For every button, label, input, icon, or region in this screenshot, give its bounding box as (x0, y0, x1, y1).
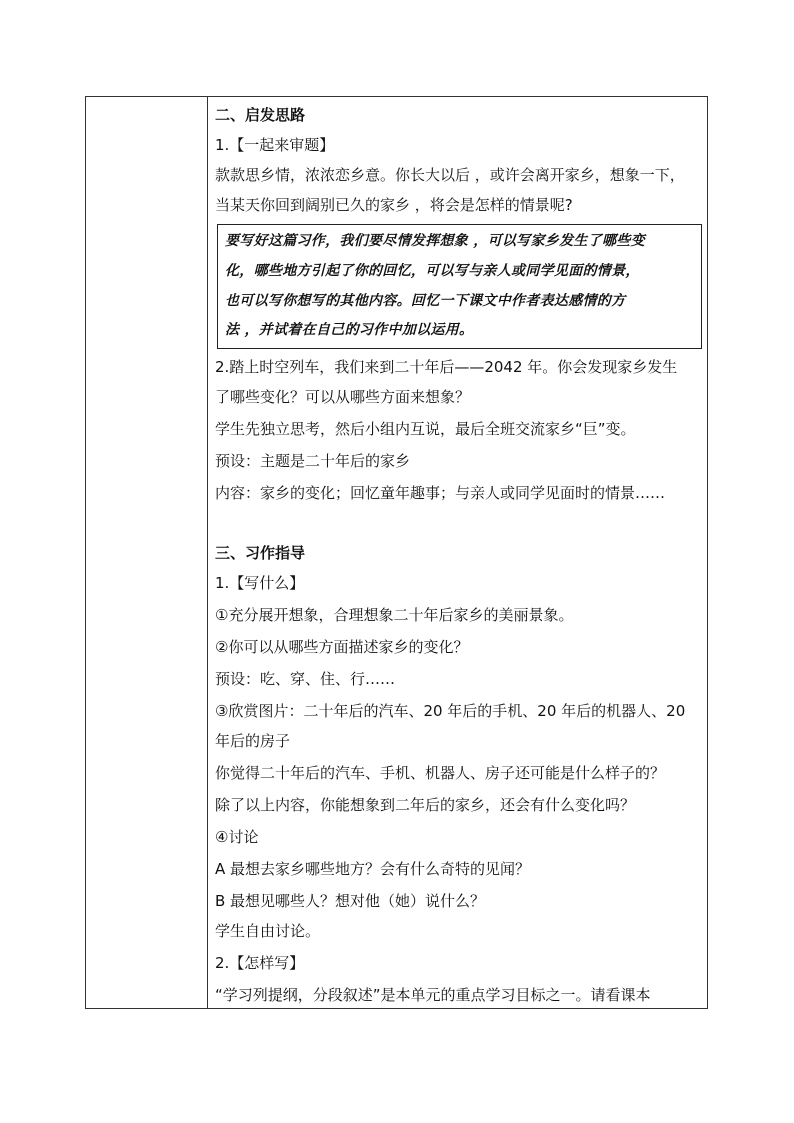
preset-theme: 预设：主题是二十年后的家乡 (215, 452, 411, 470)
item-title-what-to-write: 1.【写什么】 (215, 574, 305, 592)
point-2: ②你可以从哪些方面描述家乡的变化？ (215, 638, 469, 656)
section-heading-inspire: 二、启发思路 (215, 106, 306, 124)
question-b: B 最想见哪些人？想对他（她）说什么？ (215, 892, 486, 910)
content-cell (215, 97, 699, 1008)
discussion-text: 学生先独立思考，然后小组内互说，最后全班交流家乡“巨”变。 (215, 420, 636, 438)
point-1: ①充分展开想象，合理想象二十年后家乡的美丽景象。 (215, 606, 574, 624)
tip-line: 法 ，并试着在自己的习作中加以运用。 (225, 322, 474, 338)
lesson-plan-table (85, 96, 708, 1009)
intro-line-2: 当某天你回到阔别已久的家乡 ，将会是怎样的情景呢? (215, 196, 573, 214)
point-3-line-1: ③欣赏图片：二十年后的汽车、20 年后的手机、20 年后的机器人、20 (215, 702, 686, 720)
point-4: ④讨论 (215, 828, 259, 846)
free-discussion: 学生自由讨论。 (215, 922, 321, 940)
item2-line-2: 了哪些变化？可以从哪些方面来想象？ (215, 388, 471, 406)
content-text: 内容：家乡的变化；回忆童年趣事；与亲人或同学见面时的情景…… (215, 484, 666, 502)
section-heading-guidance: 三、习作指导 (215, 544, 306, 562)
item2-line-1: 2.踏上时空列车，我们来到二十年后——2042 年。你会发现家乡发生 (215, 358, 678, 376)
tip-line: 也可以写你想写的其他内容。回忆一下课文中作者表达感情的方 (225, 293, 626, 309)
question-a: A 最想去家乡哪些地方？会有什么奇特的见闻？ (215, 860, 531, 878)
point-3-line-2: 年后的房子 (215, 732, 291, 750)
item-title-how-to-write: 2.【怎样写】 (215, 954, 305, 972)
item-title-review: 1.【一起来审题】 (215, 136, 335, 154)
intro-line-1: 款款思乡情，浓浓恋乡意。你长大以后 ，或许会离开家乡，想象一下， (215, 166, 685, 184)
question-2: 除了以上内容，你能想象到二年后的家乡，还会有什么变化吗？ (215, 796, 636, 814)
column-divider (207, 97, 208, 1008)
writing-tip-box (217, 224, 702, 349)
question-1: 你觉得二十年后的汽车、手机、机器人、房子还可能是什么样子的？ (215, 764, 666, 782)
last-line: “学习列提纲，分段叙述”是本单元的重点学习目标之一。请看课本 (215, 986, 651, 1004)
preset-aspects: 预设：吃、穿、住、行…… (215, 670, 396, 688)
tip-line: 要写好这篇习作，我们要尽情发挥想象 ，可以写家乡发生了哪些变 (225, 233, 645, 249)
tip-line: 化，哪些地方引起了你的回忆，可以写与亲人或同学见面的情景， (225, 263, 640, 279)
